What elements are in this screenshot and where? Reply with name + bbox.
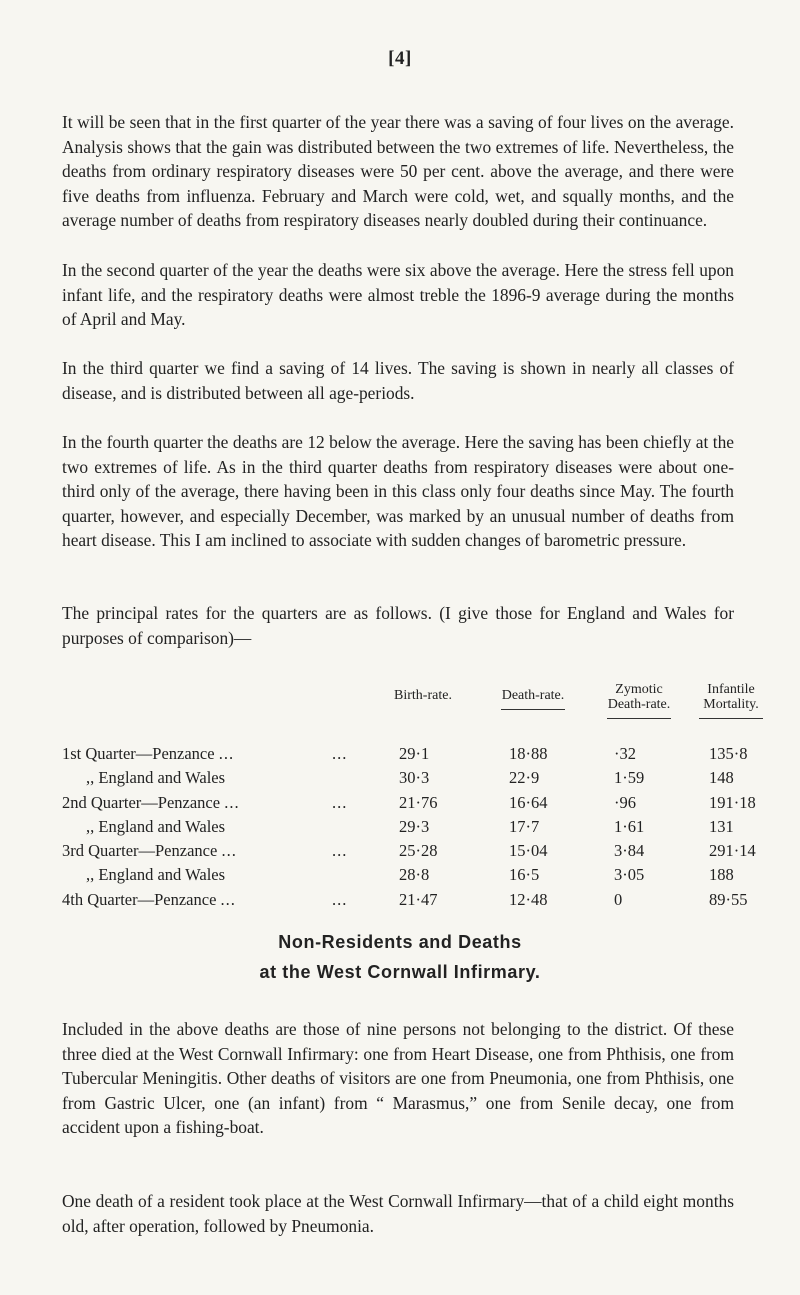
section-heading-line1: Non-Residents and Deaths <box>278 932 522 952</box>
cell-infantile-mortality: 291·14 <box>709 841 756 861</box>
cell-zymotic-rate: 1·61 <box>614 816 645 836</box>
table-row <box>62 888 752 912</box>
page-number: [4] <box>388 48 412 69</box>
cell-infantile-mortality: 89·55 <box>709 889 748 909</box>
cell-death-rate: 16·64 <box>509 792 548 812</box>
cell-death-rate: 12·48 <box>509 889 548 909</box>
row-label: ,, England and Wales <box>86 768 226 788</box>
paragraph-first-quarter: It will be seen that in the first quarter of the year there was a saving of four lives on the average. Analysis shows that the gain was distributed between the two extremes of life. Nevertheless, the deaths from ordinary respiratory diseases were 50 per cent. above the average, and there were five deaths from influenza. February and March were cold, wet, and squally months, and the average number of deaths from respiratory diseases nearly doubled during their continuance. <box>62 112 734 231</box>
cell-zymotic-rate: 3·05 <box>614 865 645 885</box>
cell-zymotic-rate: ·96 <box>614 792 636 812</box>
paragraph-third-quarter: In the third quarter we find a saving of 14 lives. The saving is shown in nearly all classes of disease, and is distributed between all age-periods. <box>62 358 734 403</box>
row-leader-dots: ... <box>332 841 348 861</box>
cell-birth-rate: 21·47 <box>399 889 438 909</box>
paragraph-second-quarter: In the second quarter of the year the deaths were six above the average. Here the stress fell upon infant life, and the respiratory deaths were almost treble the 1896-9 average during the months of April and May. <box>62 260 734 330</box>
row-label: 4th Quarter—Penzance ... <box>62 889 236 909</box>
table-row <box>62 839 756 863</box>
cell-infantile-mortality: 188 <box>709 865 734 885</box>
paragraph-rates-intro: The principal rates for the quarters are as follows. (I give those for England and Wales for purposes of comparison)— <box>62 603 734 648</box>
cell-zymotic-rate: ·32 <box>614 744 636 763</box>
table-row <box>62 791 756 815</box>
cell-birth-rate: 21·76 <box>399 792 438 812</box>
row-leader-dots: ... <box>332 889 348 909</box>
paragraph-resident-death: One death of a resident took place at the West Cornwall Infirmary—that of a child eight months old, after operation, followed by Pneumonia. <box>62 1191 734 1236</box>
row-label: 1st Quarter—Penzance ... <box>62 744 235 763</box>
cell-infantile-mortality: 148 <box>709 768 734 788</box>
cell-birth-rate: 29·3 <box>399 816 430 836</box>
cell-infantile-mortality: 131 <box>709 816 734 836</box>
cell-zymotic-rate: 3·84 <box>614 841 645 861</box>
section-heading-line2: at the West Cornwall Infirmary. <box>259 962 541 982</box>
cell-death-rate: 18·88 <box>509 744 548 763</box>
header-zymotic-death-rate: Zymotic Death-rate. <box>587 682 691 719</box>
row-label: ,, England and Wales <box>86 816 226 836</box>
table-body <box>62 742 756 912</box>
cell-zymotic-rate: 0 <box>614 889 623 909</box>
cell-birth-rate: 25·28 <box>399 841 438 861</box>
cell-death-rate: 16·5 <box>509 865 540 885</box>
paragraph-fourth-quarter: In the fourth quarter the deaths are 12 below the average. Here the saving has been chiefly at the two extremes of life. As in the third quarter deaths from respiratory diseases were about one-third only of the average, there having been in this class only four deaths since May. The fourth quarter, however, and especially December, was marked by an unusual number of deaths from heart disease. This I am inclined to associate with sudden changes of barometric pressure. <box>62 432 734 551</box>
row-label: 3rd Quarter—Penzance ... <box>62 841 237 861</box>
table-header <box>62 682 759 742</box>
header-death-rate: Death-rate. <box>487 688 579 710</box>
cell-death-rate: 15·04 <box>509 841 548 861</box>
table-row <box>62 815 752 839</box>
table-row <box>62 742 752 766</box>
cell-death-rate: 17·7 <box>509 816 540 836</box>
table-row <box>62 863 752 887</box>
cell-infantile-mortality: 135·8 <box>709 744 748 763</box>
row-leader-dots: ... <box>332 792 348 812</box>
paragraph-non-residents: Included in the above deaths are those of nine persons not belonging to the district. Of these three died at the West Cornwall Infirmary: one from Heart Disease, one from Phthisis, one from Tubercular Meningitis. Other deaths of visitors are one from Pneumonia, one from Phthisis, one from Gastric Ulcer, one (an infant) from “ Marasmus,” one from Senile decay, one from accident upon a fishing-boat. <box>62 1019 734 1138</box>
rates-table <box>62 682 759 912</box>
cell-birth-rate: 28·8 <box>399 865 430 885</box>
row-leader-dots: ... <box>332 744 348 763</box>
cell-death-rate: 22·9 <box>509 768 540 788</box>
cell-infantile-mortality: 191·18 <box>709 792 756 812</box>
cell-birth-rate: 29·1 <box>399 744 430 763</box>
row-label: ,, England and Wales <box>86 865 226 885</box>
header-birth-rate: Birth-rate. <box>394 688 452 703</box>
cell-zymotic-rate: 1·59 <box>614 768 645 788</box>
row-label: 2nd Quarter—Penzance ... <box>62 792 240 812</box>
table-row <box>62 766 752 790</box>
cell-birth-rate: 30·3 <box>399 768 430 788</box>
header-infantile-mortality: Infantile Mortality. <box>687 682 775 719</box>
